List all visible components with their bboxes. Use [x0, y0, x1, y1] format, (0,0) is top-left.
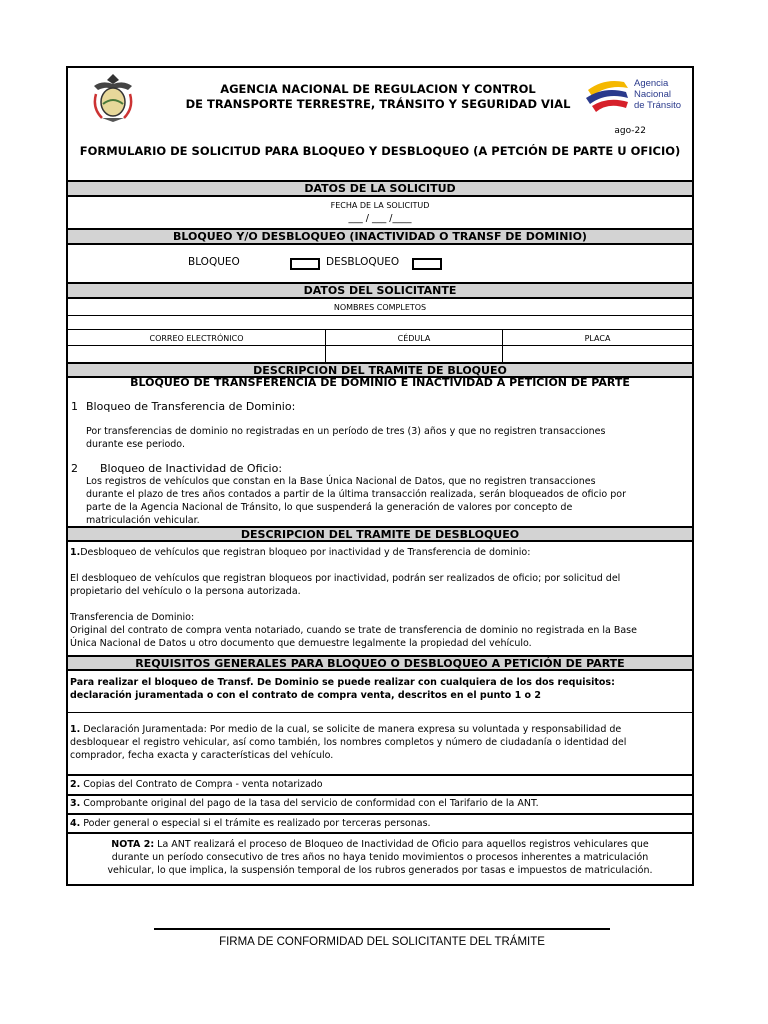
section-bloqueo-desbloqueo: BLOQUEO Y/O DESBLOQUEO (INACTIVIDAD O TRANSF DE DOMINIO) [68, 228, 692, 245]
section-requisitos: REQUISITOS GENERALES PARA BLOQUEO O DESBLOQUEO A PETICIÓN DE PARTE [68, 655, 692, 671]
form-title: FORMULARIO DE SOLICITUD PARA BLOQUEO Y DESBLOQUEO (A PETCIÓN DE PARTE U OFICIO) [79, 144, 681, 158]
requisito-3 [70, 798, 539, 811]
nombres-label: NOMBRES COMPLETOS [333, 303, 427, 312]
requisito-3-number: 3. [70, 798, 81, 809]
bloqueo-item-1-title: Bloqueo de Transferencia de Dominio: [86, 400, 296, 413]
requisitos-intro-line-1: Para realizar el bloqueo de Transf. De Dominio se puede realizar con cualquiera de los dos requisitos: [70, 677, 615, 688]
requisito-1-line-3: comprador, fecha exacta y características del vehículo. [70, 750, 334, 761]
nombres-field[interactable] [68, 316, 692, 329]
divider [68, 794, 692, 796]
desbloqueo-item-1 [70, 547, 530, 560]
divider [68, 774, 692, 776]
correo-field[interactable] [68, 346, 325, 362]
nota-line-3: vehicular, lo que implica, la suspensión temporal de los rubros generados por tasas e impuestos de matriculación. [107, 865, 653, 876]
nota-label: NOTA 2: [111, 839, 155, 850]
section-datos-solicitud: DATOS DE LA SOLICITUD [68, 180, 692, 197]
bloqueo-item-2-text-4: matriculación vehicular. [86, 515, 200, 526]
nota-text-1: La ANT realizará el proceso de Bloqueo de Inactividad de Oficio para aquellos registros vehiculares que [154, 839, 649, 850]
logo-text-line-3: de Tránsito [634, 100, 681, 111]
ant-logo-text [634, 78, 681, 111]
logo-text-line-2: Nacional [634, 89, 671, 100]
requisito-1-line-2: desbloquear el registro vehicular, así como también, los nombres completos y número de ciudadanía o identidad del [70, 737, 627, 748]
signature-line[interactable] [154, 928, 610, 930]
requisito-1-text-1: Declaración Juramentada: Por medio de la cual, se solicite de manera expresa su voluntada y responsabilidad de [80, 724, 622, 735]
form-date: ago-22 [614, 126, 646, 136]
placa-label: PLACA [584, 334, 611, 343]
divider [68, 712, 692, 713]
bloqueo-item-2-text-1: Los registros de vehículos que constan en la Base Única Nacional de Datos, que no registren transacciones [86, 476, 596, 487]
divider [68, 329, 692, 330]
agency-line-2: DE TRANSPORTE TERRESTRE, TRÁNSITO Y SEGURIDAD VIAL [185, 97, 571, 111]
bloqueo-checkbox[interactable] [290, 258, 320, 270]
desbloqueo-checkbox[interactable] [412, 258, 442, 270]
desbloqueo-label: DESBLOQUEO [326, 256, 400, 268]
cedula-label: CÉDULA [397, 334, 431, 343]
desbloqueo-item-1-text: Desbloqueo de vehículos que registran bloqueo por inactividad y de Transferencia de dominio: [80, 547, 531, 558]
bloqueo-subtitle: BLOQUEO DE TRANSFERENCIA DE DOMINIO E INACTIVIDAD A PETICION DE PARTE [130, 376, 630, 389]
requisito-2-text: Copias del Contrato de Compra - venta notarizado [80, 779, 323, 790]
desbloqueo-item-1-number: 1. [70, 547, 81, 558]
bloqueo-item-1-number: 1 [71, 400, 78, 413]
bloqueo-item-2-text-3: parte de la Agencia Nacional de Tránsito, lo que suspenderá la generación de valores por concepto de [86, 502, 573, 513]
desbloqueo-para-1-line-1: El desbloqueo de vehículos que registran bloqueos por inactividad, podrán ser realizados de oficio; por solicitud del [70, 573, 621, 584]
section-datos-solicitante: DATOS DEL SOLICITANTE [68, 282, 692, 299]
requisito-1-number: 1. [70, 724, 81, 735]
agency-line-1: AGENCIA NACIONAL DE REGULACION Y CONTROL [220, 82, 536, 96]
requisito-1-line-1 [70, 724, 621, 737]
bloqueo-item-2-number: 2 [71, 462, 78, 475]
divider [68, 813, 692, 815]
fecha-value[interactable]: ___ / ___ /____ [348, 213, 412, 224]
requisito-2 [70, 779, 323, 792]
ant-logo [584, 72, 688, 118]
desbloqueo-para-2-line-2: Original del contrato de compra venta notariado, cuando se trate de transferencia de dominio no registrada en la Base [70, 625, 637, 636]
requisito-3-text: Comprobante original del pago de la tasa del servicio de conformidad con el Tarifario de la ANT. [80, 798, 539, 809]
ant-logo-icon [584, 72, 632, 116]
requisito-2-number: 2. [70, 779, 81, 790]
correo-label: CORREO ELECTRÓNICO [149, 334, 244, 343]
requisitos-intro-line-2: declaración juramentada o con el contrato de compra venta, descritos en el punto 1 o 2 [70, 690, 541, 701]
bloqueo-item-2-text-2: durante el plazo de tres años contados a partir de la última transacción realizada, serán bloqueados de oficio por [86, 489, 626, 500]
bloqueo-item-1-text-1: Por transferencias de dominio no registradas en un período de tres (3) años y que no registren transacciones [86, 426, 606, 437]
form-header [68, 68, 692, 180]
desbloqueo-para-1-line-2: propietario del vehículo o la persona autorizada. [70, 586, 301, 597]
form-frame [66, 66, 694, 886]
cedula-field[interactable] [326, 346, 502, 362]
bloqueo-item-1-text-2: durante ese periodo. [86, 439, 185, 450]
requisito-4 [70, 818, 431, 831]
nota-line-2: durante un período consecutivo de tres años no haya tenido movimientos o procesos inherentes a matriculación [111, 852, 649, 863]
signature-label: FIRMA DE CONFORMIDAD DEL SOLICITANTE DEL TRÁMITE [219, 936, 545, 948]
coat-of-arms-icon [88, 72, 138, 124]
divider [68, 832, 692, 834]
placa-field[interactable] [503, 346, 692, 362]
logo-text-line-1: Agencia [634, 78, 669, 89]
nota-line-1 [68, 839, 692, 852]
section-tramite-bloqueo: DESCRIPCION DEL TRAMITE DE BLOQUEO [68, 362, 692, 378]
bloqueo-label: BLOQUEO [188, 256, 240, 268]
section-tramite-desbloqueo: DESCRIPCION DEL TRAMITE DE DESBLOQUEO [68, 526, 692, 542]
agency-name [168, 82, 588, 112]
bloqueo-item-2-title: Bloqueo de Inactividad de Oficio: [100, 462, 283, 475]
requisito-4-number: 4. [70, 818, 81, 829]
desbloqueo-para-2-line-1: Transferencia de Dominio: [70, 612, 195, 623]
requisito-4-text: Poder general o especial si el trámite es realizado por terceras personas. [80, 818, 431, 829]
desbloqueo-para-2-line-3: Única Nacional de Datos u otro documento que demuestre legalmente la propiedad del vehículo. [70, 638, 532, 649]
fecha-label: FECHA DE LA SOLICITUD [330, 201, 430, 210]
